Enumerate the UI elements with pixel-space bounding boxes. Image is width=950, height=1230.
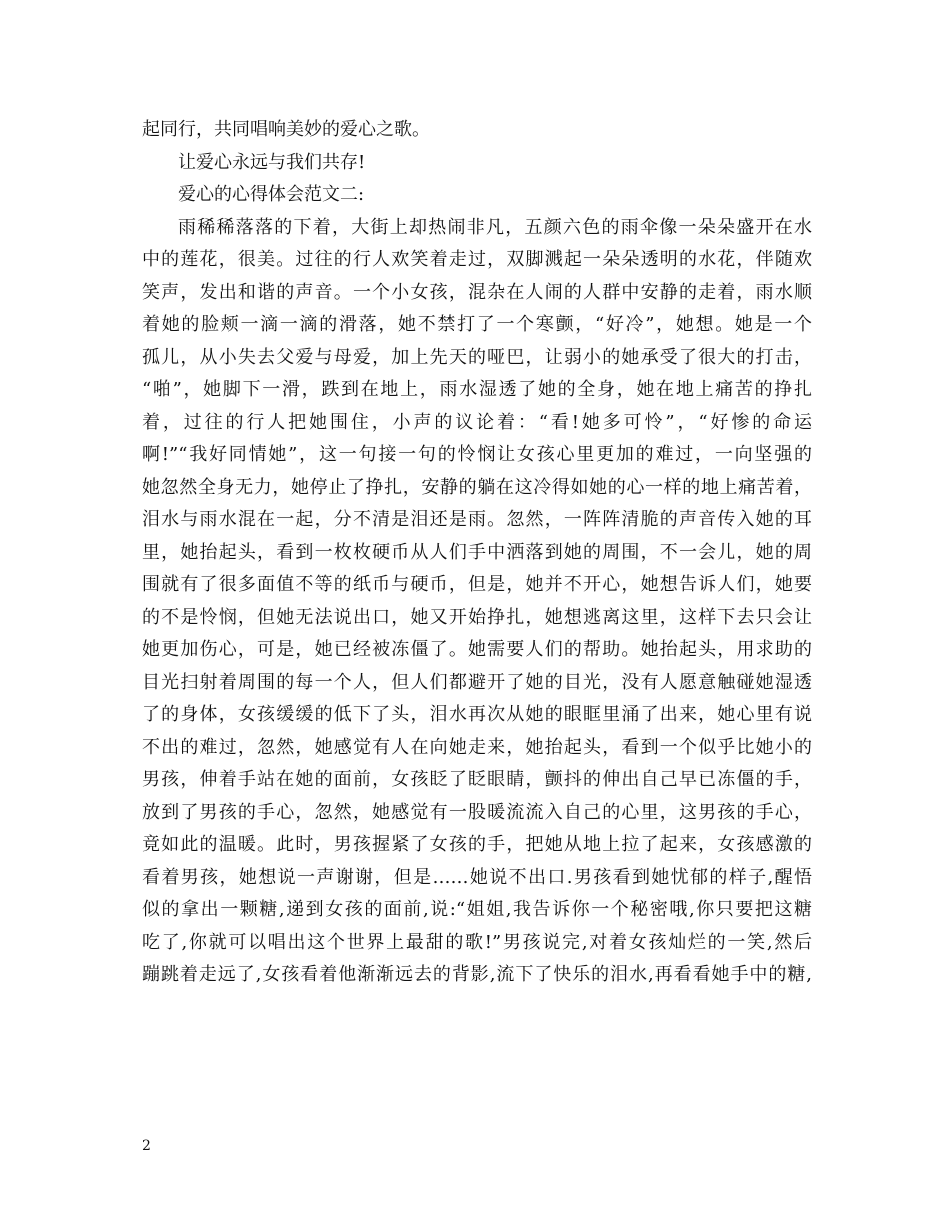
text-line: 里，她抬起头，看到一枚枚硬币从人们手中洒落到她的周围，不一会儿，她的周 [142, 541, 812, 563]
section-heading: 爱心的心得体会范文二: [178, 184, 365, 205]
text-line: 她忽然全身无力，她停止了挣扎，安静的躺在这冷得如她的心一样的地上痛苦着， [142, 476, 812, 498]
text-line: 不出的难过，忽然，她感觉有人在向她走来，她抬起头，看到一个似乎比她小的 [142, 736, 812, 758]
text-line: 男孩，伸着手站在她的面前，女孩眨了眨眼睛，颤抖的伸出自己早已冻僵的手， [142, 769, 812, 790]
text-line: 目光扫射着周围的每一个人，但人们都避开了她的目光，没有人愿意触碰她湿透 [142, 671, 812, 693]
text-line: 笑声，发出和谐的声音。一个小女孩，混杂在人闹的人群中安静的走着，雨水顺 [142, 281, 812, 303]
text-line: 啊!”“我好同情她”，这一句接一句的怜悯让女孩心里更加的难过，一向坚强的 [142, 444, 812, 465]
text-line: 中的莲花，很美。过往的行人欢笑着走过，双脚溅起一朵朵透明的水花，伴随欢 [142, 249, 812, 270]
text-line: 吃了,你就可以唱出这个世界上最甜的歌!”男孩说完,对着女孩灿烂的一笑,然后 [142, 931, 812, 953]
page-number: 2 [142, 1138, 151, 1154]
text-line: 围就有了很多面值不等的纸币与硬币，但是，她并不开心，她想告诉人们，她要 [142, 574, 812, 595]
text-line: 起同行，共同唱响美妙的爱心之歌。 [142, 119, 430, 140]
text-line: 似的拿出一颗糖,递到女孩的面前,说:“姐姐,我告诉你一个秘密哦,你只要把这糖 [142, 899, 812, 920]
text-line: 看着男孩，她想说一声谢谢，但是……她说不出口.男孩看到她忧郁的样子,醒悟 [142, 866, 812, 888]
text-line: 的不是怜悯，但她无法说出口，她又开始挣扎，她想逃离这里，这样下去只会让 [142, 606, 812, 628]
text-line: 了的身体，女孩缓缓的低下了头，泪水再次从她的眼眶里涌了出来，她心里有说 [142, 704, 812, 725]
text-line: 蹦跳着走远了,女孩看着他渐渐远去的背影,流下了快乐的泪水,再看看她手中的糖, [142, 964, 812, 985]
text-line: “啪”，她脚下一滑，跌到在地上，雨水湿透了她的全身，她在地上痛苦的挣扎 [142, 379, 812, 400]
body-text [142, 114, 812, 992]
text-line: 雨稀稀落落的下着，大街上却热闹非凡，五颜六色的雨伞像一朵朵盛开在水 [178, 216, 812, 238]
text-line: 孤儿，从小失去父爱与母爱，加上先天的哑巴，让弱小的她承受了很大的打击， [142, 346, 812, 368]
text-line: 着，过往的行人把她围住，小声的议论着：“看!她多可怜”，“好惨的命运 [142, 411, 812, 433]
text-line: 她更加伤心，可是，她已经被冻僵了。她需要人们的帮助。她抬起头，用求助的 [142, 639, 812, 660]
text-line: 着她的脸颊一滴一滴的滑落，她不禁打了一个寒颤，“好冷”，她想。她是一个 [142, 314, 812, 335]
text-line: 放到了男孩的手心，忽然，她感觉有一股暖流流入自己的心里，这男孩的手心， [142, 801, 812, 823]
text-line: 让爱心永远与我们共存! [178, 151, 366, 173]
text-line: 泪水与雨水混在一起，分不清是泪还是雨。忽然，一阵阵清脆的声音传入她的耳 [142, 509, 812, 530]
text-line: 竟如此的温暖。此时，男孩握紧了女孩的手，把她从地上拉了起来，女孩感激的 [142, 834, 812, 855]
